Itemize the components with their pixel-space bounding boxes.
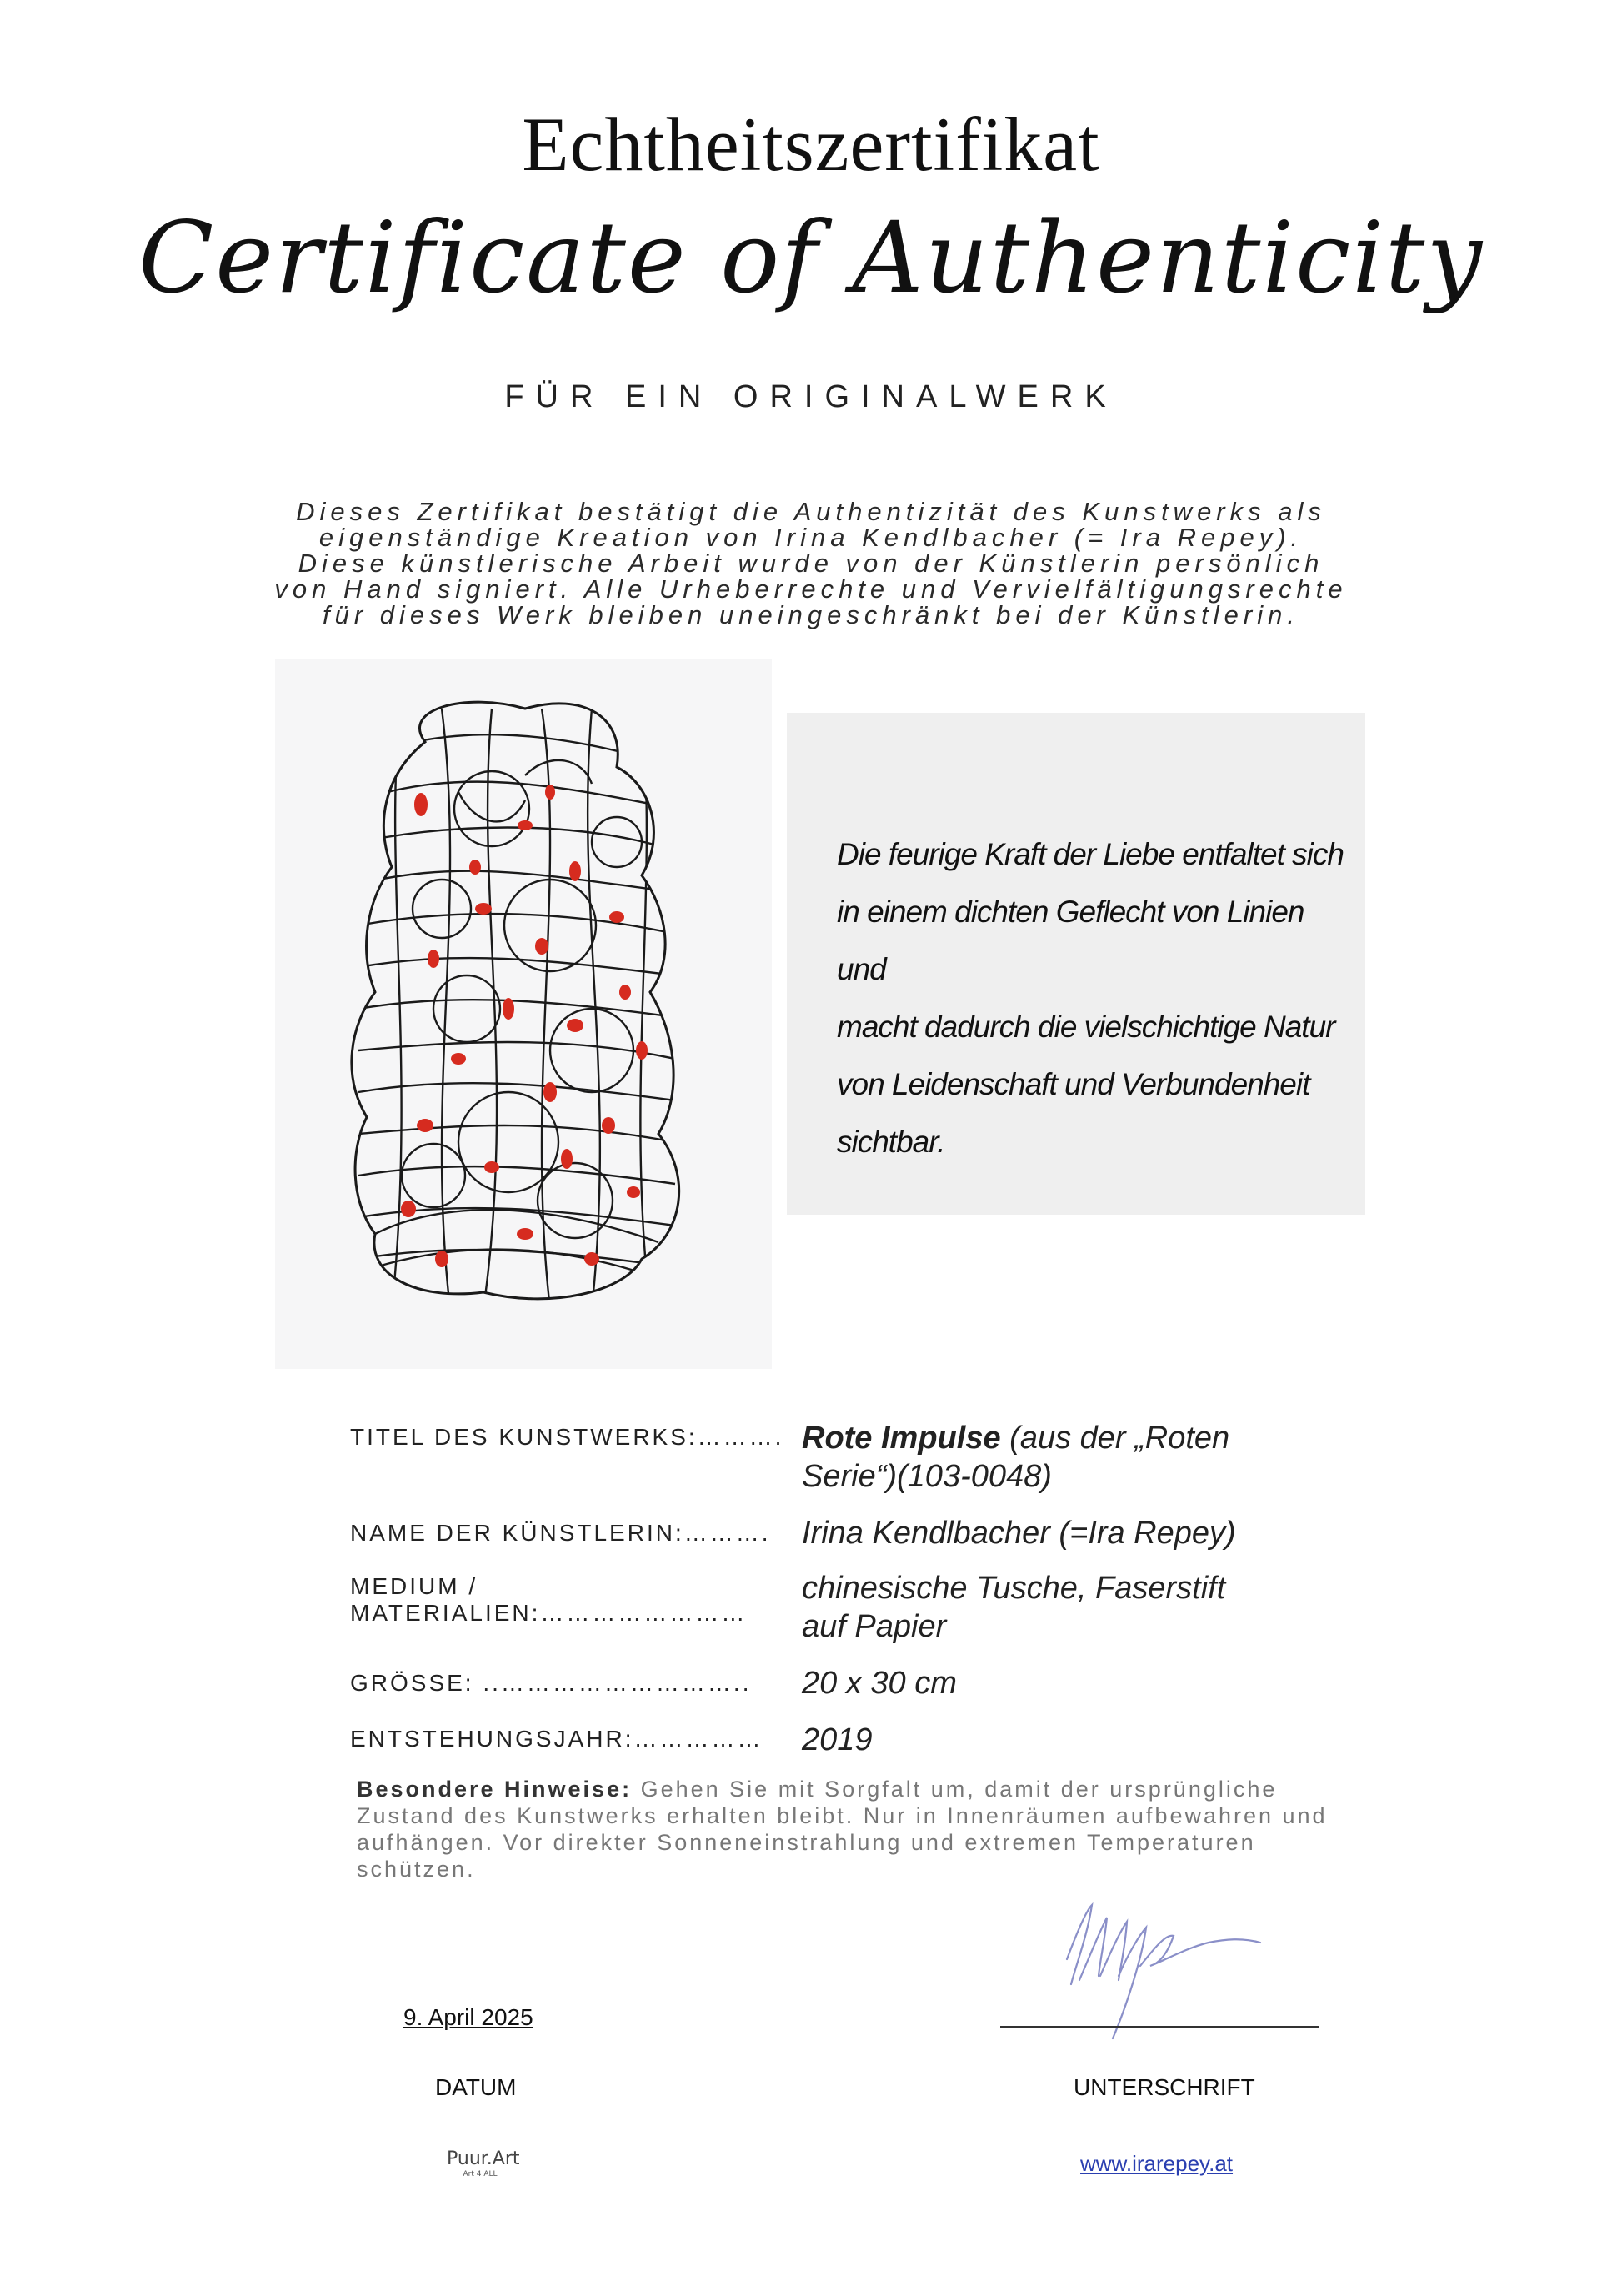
year-value: 2019	[802, 1722, 873, 1757]
certificate-title-english: Certificate of Authenticity	[138, 200, 1484, 315]
logo-subtext: Art 4 ALL	[463, 2170, 498, 2178]
artist-value: Irina Kendlbacher (=Ira Repey)	[802, 1516, 1236, 1551]
title-label: TITEL DES KUNSTWERKS:……….	[350, 1424, 784, 1450]
size-label: GRÖSSE: ..………………………..	[350, 1670, 752, 1696]
certificate-subtitle: FÜR EIN ORIGINALWERK	[504, 379, 1118, 414]
artwork-image	[275, 659, 772, 1369]
artwork-drawing	[275, 659, 772, 1369]
puur-art-logo	[447, 2148, 520, 2191]
notes-text: Gehen Sie mit Sorgfalt um, damit der ursprüngliche Zustand des Kunstwerks erhalten bleibt. Nur in Innenräumen aufbewahren und aufhängen. Vor direkter Sonneneinstrahlung und extremen Temperaturen schützen.	[357, 1777, 1328, 1882]
intro-paragraph: Dieses Zertifikat bestätigt die Authentizität des Kunstwerks als eigenständige Kreation von Irina Kendlbacher (= Ira Repey). Diese künstlerische Arbeit wurde von der Künstlerin persönlich von Hand signiert. Alle Urheberrechte und Vervielfältigungsrechte für dieses Werk bleiben uneingeschränkt bei der Künstlerin.	[274, 497, 1348, 629]
title-bold: Rote Impulse	[802, 1421, 1001, 1456]
date-value: 9. April 2025	[403, 2004, 533, 2030]
artwork-description: Die feurige Kraft der Liebe entfaltet sich in einem dichten Geflecht von Linien und macht dadurch die vielschichtige Natur von Leidenschaft und Verbundenheit sichtbar.	[837, 837, 1344, 1159]
medium-label: MEDIUM / MATERIALIEN:……………………	[350, 1573, 748, 1626]
artist-label: NAME DER KÜNSTLERIN:……….	[350, 1520, 771, 1546]
date-label: DATUM	[435, 2074, 517, 2100]
special-notes	[357, 1776, 1374, 1882]
year-label: ENTSTEHUNGSJAHR:……………	[350, 1726, 763, 1752]
certificate-title-german: Echtheitszertifikat	[522, 102, 1100, 187]
signature-icon	[1042, 1892, 1275, 2043]
signature-line	[1000, 2026, 1319, 2028]
logo-text: Puur.Art	[447, 2148, 520, 2169]
medium-value: chinesische Tusche, Faserstift auf Papier	[802, 1571, 1226, 1644]
website-link[interactable]: www.irarepey.at	[1080, 2151, 1234, 2176]
size-value: 20 x 30 cm	[802, 1666, 957, 1701]
signature-label: UNTERSCHRIFT	[1074, 2074, 1255, 2100]
title-value	[802, 1419, 1319, 1496]
notes-label: Besondere Hinweise:	[357, 1777, 633, 1802]
title-rest: (aus der „Roten Serie“)(103-0048)	[802, 1421, 1230, 1494]
